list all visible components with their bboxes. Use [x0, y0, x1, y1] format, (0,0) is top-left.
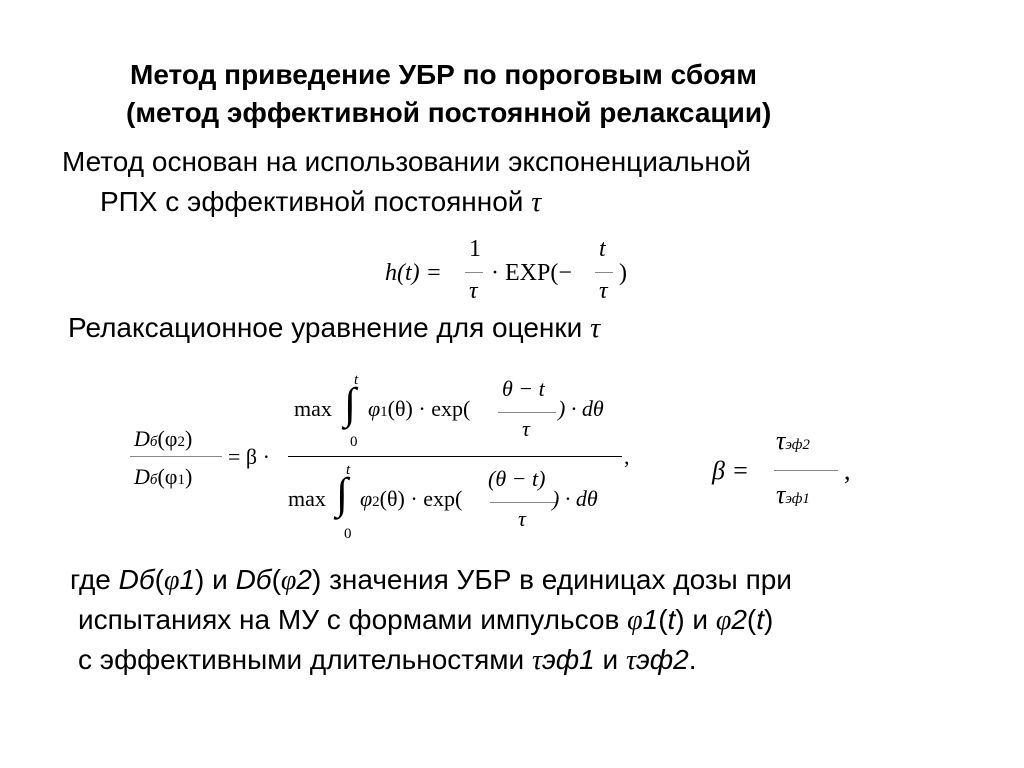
t-var: t: [667, 604, 676, 635]
ef-subscript: эф1: [542, 644, 595, 675]
tau-symbol-2: τ: [590, 313, 601, 344]
index: 1: [642, 604, 659, 635]
formula1-den2: τ: [599, 278, 608, 304]
relax-line: [68, 308, 600, 349]
num-tail: ) · dθ: [558, 396, 604, 421]
num-integrand: φ1(θ) · exp(: [368, 396, 471, 421]
paren: ): [764, 604, 774, 635]
phi-symbol: φ: [280, 565, 297, 596]
formula-h-of-t: [385, 236, 645, 308]
t-var: t: [756, 604, 765, 635]
den-integrand: φ2(θ) · exp(: [360, 486, 463, 511]
num-frac-den: τ: [522, 416, 530, 441]
formula1-lhs: h(t) =: [385, 260, 442, 286]
title-line-2: (метод эффективной постоянной релаксации): [126, 97, 772, 128]
beta-num: τэф2: [776, 426, 810, 455]
beta-comma: ,: [844, 456, 851, 485]
den-frac-den: τ: [518, 506, 526, 531]
tau-symbol: τ: [625, 645, 636, 676]
paren: (: [154, 564, 164, 595]
db-2: Dб: [235, 564, 272, 595]
upper-limit-num: t: [354, 372, 359, 388]
phi-symbol: φ: [163, 565, 180, 596]
lhs-den: Dб(φ1): [134, 464, 193, 489]
num-frac-num: θ − t: [502, 376, 545, 401]
formula1-fraction-bar-2: [595, 272, 613, 273]
intro-text: РПХ с эффективной постоянной: [100, 186, 524, 217]
integral-den: ∫: [336, 469, 349, 518]
upper-limit-den: t: [346, 462, 351, 478]
beta-den: τэф1: [776, 480, 810, 509]
tau-symbol: τ: [531, 187, 542, 218]
den-tail: ) · dθ: [552, 486, 598, 511]
lower-limit-num: 0: [350, 434, 358, 450]
where-text: ) и: [675, 604, 716, 635]
where-text: испытаниях на МУ с формами импульсов: [78, 604, 628, 635]
beta-lhs: β =: [712, 456, 749, 485]
den-frac-num: (θ − t): [488, 466, 546, 491]
where-line-2: [78, 600, 773, 641]
formula1-mid: · EXP(−: [491, 260, 572, 286]
index: 1: [179, 564, 196, 595]
where-text: где: [70, 564, 119, 595]
where-line-3: [78, 640, 696, 681]
max-den: max: [288, 486, 326, 511]
paren: (: [271, 564, 281, 595]
formula1-close: ): [619, 260, 627, 286]
formula1-num: 1: [469, 236, 481, 262]
period: .: [688, 644, 697, 675]
integral-num: ∫: [344, 379, 357, 428]
db-1: Dб: [118, 564, 155, 595]
formula1-den: τ: [469, 278, 478, 304]
tau-symbol: τ: [531, 645, 542, 676]
num-inner-bar: [498, 412, 556, 413]
formula2-comma: ,: [624, 444, 630, 469]
formula-beta: [712, 426, 872, 526]
where-line-1: [70, 560, 792, 601]
where-text: ) значения УБР в единицах дозы при: [311, 564, 792, 595]
where-text: ) и: [195, 564, 236, 595]
formula-relaxation: [130, 372, 650, 552]
formula1-num2: t: [599, 236, 606, 262]
index: 2: [731, 604, 747, 635]
ef-subscript: эф2: [635, 644, 689, 675]
intro-line-1: Метод основан на использовании экспоненциальной: [62, 146, 752, 177]
phi-symbol: φ: [627, 605, 643, 636]
formula1-fraction-bar: [465, 272, 483, 273]
where-text: с эффективными длительностями: [78, 644, 532, 675]
lhs-num: Dб(φ2): [134, 426, 193, 451]
den-inner-bar: [490, 502, 556, 503]
title-line-1: Метод приведение УБР по пороговым сбоям: [130, 59, 757, 90]
lhs-fraction-bar: [130, 456, 222, 457]
intro-line-2: [100, 182, 541, 223]
where-text: и: [594, 644, 626, 675]
equals-beta: = β ·: [228, 444, 270, 469]
max-num: max: [294, 396, 332, 421]
relax-text: Релаксационное уравнение для оценки: [68, 312, 583, 343]
paren: (: [658, 604, 668, 635]
paren: (: [746, 604, 757, 635]
lower-limit-den: 0: [344, 526, 352, 542]
index: 2: [296, 564, 312, 595]
beta-fraction-bar: [774, 470, 838, 471]
main-fraction-bar: [288, 456, 622, 457]
phi-symbol: φ: [715, 605, 732, 636]
